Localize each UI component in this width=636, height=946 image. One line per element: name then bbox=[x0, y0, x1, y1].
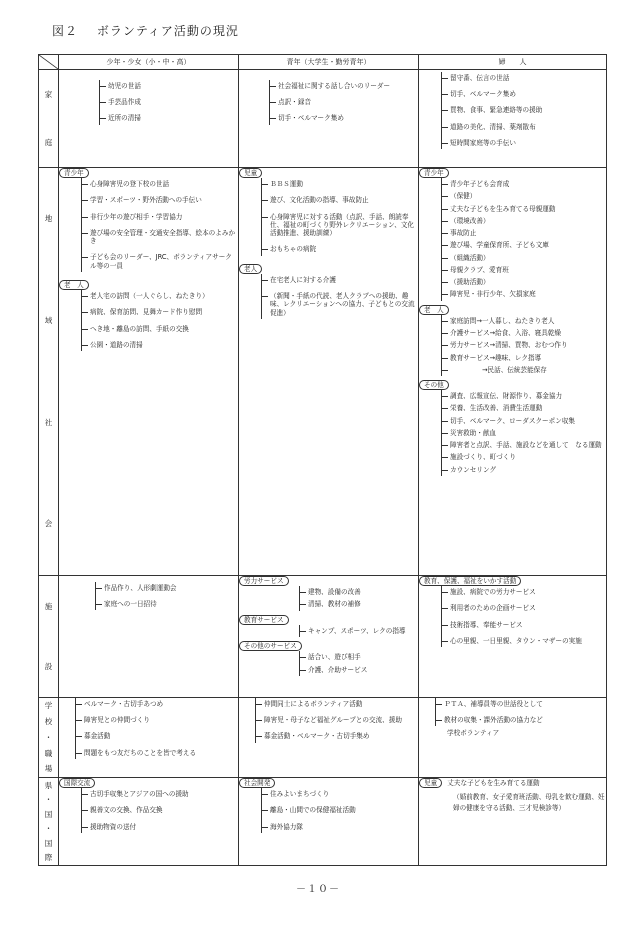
list-item: 障害児・非行少年、欠損家庭 bbox=[442, 288, 606, 300]
community-young-cell bbox=[239, 168, 419, 576]
list-item: 障害児との仲間づくり bbox=[76, 714, 238, 726]
list-item: カウンセリング bbox=[442, 464, 606, 476]
list-item: 遊び場、学童保育所、子ども文庫 bbox=[442, 239, 606, 251]
group-head: 教育サービス bbox=[239, 615, 289, 625]
list-item: 遊び場の安全管理・交通安全指導、絵本のよみかき bbox=[82, 227, 238, 247]
list-item: 近所の清掃 bbox=[100, 112, 238, 124]
list-item: 切手、ベルマーク、ローダスクーポン収集 bbox=[442, 415, 606, 427]
nation-youth-cell bbox=[59, 778, 239, 866]
list-item: 問題をもつ友だちのことを皆で考える bbox=[76, 747, 238, 759]
list-item: 家庭への一日招待 bbox=[96, 598, 238, 610]
list-item: ベルマーク・古切手あつめ bbox=[76, 698, 238, 710]
home-youth-cell bbox=[59, 70, 239, 168]
list-item: 買物、食事、緊急連絡等の援助 bbox=[442, 104, 606, 116]
row-label-facility: 施 設 bbox=[39, 576, 59, 698]
adult-group-elderly bbox=[419, 305, 606, 376]
col-header-youth: 少年・少女（小・中・高） bbox=[59, 55, 239, 70]
list-item: 切手・ベルマーク集め bbox=[270, 112, 418, 124]
list-item: 栄養、生活改善、消費生活運動 bbox=[442, 402, 606, 414]
youth-group-elderly bbox=[59, 280, 238, 351]
list-item: 社会福祉に関する話し合いのリーダー bbox=[270, 80, 418, 92]
page-number: －１０－ bbox=[296, 884, 340, 895]
group-head: 児童 bbox=[419, 778, 442, 788]
group-head: 青少年 bbox=[419, 168, 449, 178]
list-item: （組織活動） bbox=[442, 252, 606, 264]
list-item: 学習・スポーツ・野外活動への手伝い bbox=[82, 194, 238, 206]
list-item: 障害者と点訳、手話、施設などを通して なる運動 bbox=[442, 439, 606, 451]
row-label-community: 地 域 社 会 bbox=[39, 168, 59, 576]
list-item: 青少年子ども会育成 bbox=[442, 178, 606, 190]
col-header-young: 青年（大学生・勤労青年） bbox=[239, 55, 419, 70]
list-item: 援助物資の送付 bbox=[82, 821, 238, 833]
figure-caption: ボランティア活動の現況 bbox=[96, 24, 239, 38]
list-item: おもちゃの病院 bbox=[262, 243, 418, 255]
nation-adult-note: （婚前教育、女子愛育班活動、母乳を飲む運動、妊婦の健康を守る活動、三才児検診等） bbox=[453, 793, 605, 812]
row-label-nation: 県 ・ 国 ・ 国 際 bbox=[39, 778, 59, 866]
adult-group-youngsters bbox=[419, 168, 606, 301]
group-head: その他のサービス bbox=[239, 641, 302, 651]
list-item: 事故防止 bbox=[442, 227, 606, 239]
list-item: 技術指導、奉能サービス bbox=[442, 619, 606, 631]
nation-adult-cell bbox=[419, 778, 607, 866]
list-item: 話合い、遊び相手 bbox=[300, 651, 418, 663]
list-item: 非行少年の遊び相手・学習協力 bbox=[82, 211, 238, 223]
col-header-adult: 婦 人 bbox=[419, 55, 607, 70]
facility-young-cell bbox=[239, 576, 419, 698]
group-head: 社会開発 bbox=[239, 778, 275, 788]
group-head: 国際交流 bbox=[59, 778, 95, 788]
young-group-labor bbox=[239, 576, 418, 611]
list-item: 住みよいまちづくり bbox=[262, 788, 418, 800]
corner-cell bbox=[39, 55, 59, 70]
home-adult-cell bbox=[419, 70, 607, 168]
list-item: 清掃、教材の補修 bbox=[300, 598, 418, 610]
adult-group-facility bbox=[419, 576, 606, 647]
group-head: 労力サービス bbox=[239, 576, 289, 586]
young-group-elderly bbox=[239, 264, 418, 319]
list-item: 労力サービス→清掃、買物、おむつ作り bbox=[442, 339, 606, 351]
list-item: 作品作り、人形劇運動会 bbox=[96, 582, 238, 594]
list-item: 老人宅の訪問（一人ぐらし、ねたきり） bbox=[82, 290, 238, 302]
list-item: 幼児の世話 bbox=[100, 80, 238, 92]
list-item: →民話、伝統芸能保存 bbox=[442, 364, 606, 376]
row-label-school: 学 校 ・ 職 場 bbox=[39, 698, 59, 778]
list-item: 心身障害児に対する活動（点訳、手話、朗読奉仕、福祉の町づくり野外レクリエーション、文化活動推進、援助訓練） bbox=[262, 211, 418, 240]
home-young-cell bbox=[239, 70, 419, 168]
list-item: 母親クラブ、愛育班 bbox=[442, 264, 606, 276]
list-item: 募金活動 bbox=[76, 730, 238, 742]
list-item: 手芸品作成 bbox=[100, 96, 238, 108]
list-item: 公園・道路の清掃 bbox=[82, 339, 238, 351]
group-head: 老 人 bbox=[419, 305, 449, 315]
school-adult-note: 学校ボランティア bbox=[447, 729, 500, 738]
list-item: 施設づくり、町づくり bbox=[442, 451, 606, 463]
list-item: 点訳・録音 bbox=[270, 96, 418, 108]
community-adult-cell bbox=[419, 168, 607, 576]
diagonal-line bbox=[39, 55, 58, 69]
list-item: 介護サービス→給食、入浴、寝具乾燥 bbox=[442, 327, 606, 339]
list-item: 道路の美化、清掃、薬剤散布 bbox=[442, 121, 606, 133]
group-head: 老 人 bbox=[59, 280, 89, 290]
list-item: 心の里親、一日里親、タウン・マザーの実施 bbox=[442, 635, 606, 647]
list-item: 施設、病院での労力サービス bbox=[442, 586, 606, 598]
list-item: 離島・山間での保健福祉活動 bbox=[262, 804, 418, 816]
young-group-children bbox=[239, 168, 418, 256]
list-item: （新聞・手紙の代読、老人クラブへの援助、趣味、レクリエーションへの協力、子どもとの交流促進） bbox=[262, 290, 418, 319]
list-item: 留守番、伝言の世話 bbox=[442, 72, 606, 84]
school-adult-cell bbox=[419, 698, 607, 778]
list-item: へき地・離島の訪問、手紙の交換 bbox=[82, 323, 238, 335]
list-item: 建物、設備の改善 bbox=[300, 586, 418, 598]
group-head: 老人 bbox=[239, 264, 262, 274]
list-item: 在宅老人に対する介護 bbox=[262, 274, 418, 286]
list-item: 古切手収集とアジアの国への援助 bbox=[82, 788, 238, 800]
facility-youth-cell bbox=[59, 576, 239, 698]
list-item: 障害児・母子など福祉グループとの交流、援助 bbox=[256, 714, 418, 726]
list-item: 子ども会のリーダー、JRC、ボランティアサークル等の一員 bbox=[82, 251, 238, 271]
young-group-other bbox=[239, 641, 418, 676]
list-item: 病院、保育訪問、見舞カード作り慰問 bbox=[82, 306, 238, 318]
figure-number: 図２ bbox=[52, 24, 79, 38]
group-head: 児童 bbox=[239, 168, 262, 178]
list-item: ＰＴＡ、補導員等の世話役として bbox=[436, 698, 606, 710]
list-item: キャンプ、スポーツ、レクの指導 bbox=[300, 625, 418, 637]
youth-group-youngsters bbox=[59, 168, 238, 272]
list-item: 仲間同士によるボランティア活動 bbox=[256, 698, 418, 710]
list-item: 家庭訪問→一人暮し、ねたきり老人 bbox=[442, 315, 606, 327]
nation-young-cell bbox=[239, 778, 419, 866]
list-item: 親善文の交換、作品交換 bbox=[82, 804, 238, 816]
list-item: 心身障害児の登下校の世話 bbox=[82, 178, 238, 190]
activity-table bbox=[38, 54, 607, 866]
adult-group-other bbox=[419, 380, 606, 476]
list-item: 教材の収集・課外活動の協力など bbox=[436, 714, 606, 726]
group-head: その他 bbox=[419, 380, 449, 390]
list-item: ＢＢＳ運動 bbox=[262, 178, 418, 190]
list-item: 募金活動・ベルマーク・古切手集め bbox=[256, 730, 418, 742]
list-item: 利用者のための企画サービス bbox=[442, 602, 606, 614]
list-item: 海外協力隊 bbox=[262, 821, 418, 833]
list-item: 丈夫な子どもを生み育てる母親運動 bbox=[442, 203, 606, 215]
row-label-home: 家 庭 bbox=[39, 70, 59, 168]
school-youth-cell bbox=[59, 698, 239, 778]
group-head: 青少年 bbox=[59, 168, 89, 178]
school-young-cell bbox=[239, 698, 419, 778]
list-item: （保健） bbox=[442, 190, 606, 202]
list-item: 遊び、文化活動の指導、事故防止 bbox=[262, 194, 418, 206]
list-item: 調査、広報宣伝、財源作り、募金協力 bbox=[442, 390, 606, 402]
list-item: 切手、ベルマーク集め bbox=[442, 88, 606, 100]
list-item: （環境改善） bbox=[442, 215, 606, 227]
figure-title bbox=[52, 22, 253, 39]
list-item: 短時間家庭等の手伝い bbox=[442, 137, 606, 149]
list-item: 介護、介助サービス bbox=[300, 664, 418, 676]
community-youth-cell bbox=[59, 168, 239, 576]
list-item: 教育サービス→趣味、レク指導 bbox=[442, 352, 606, 364]
list-item: （援助活動） bbox=[442, 276, 606, 288]
group-head: 教育、保護、福祉をいかす活動 bbox=[419, 576, 521, 586]
list-item: 丈夫な子どもを生み育てる運動 bbox=[447, 779, 540, 787]
young-group-education bbox=[239, 615, 418, 637]
list-item: 災害救助・献血 bbox=[442, 427, 606, 439]
facility-adult-cell bbox=[419, 576, 607, 698]
